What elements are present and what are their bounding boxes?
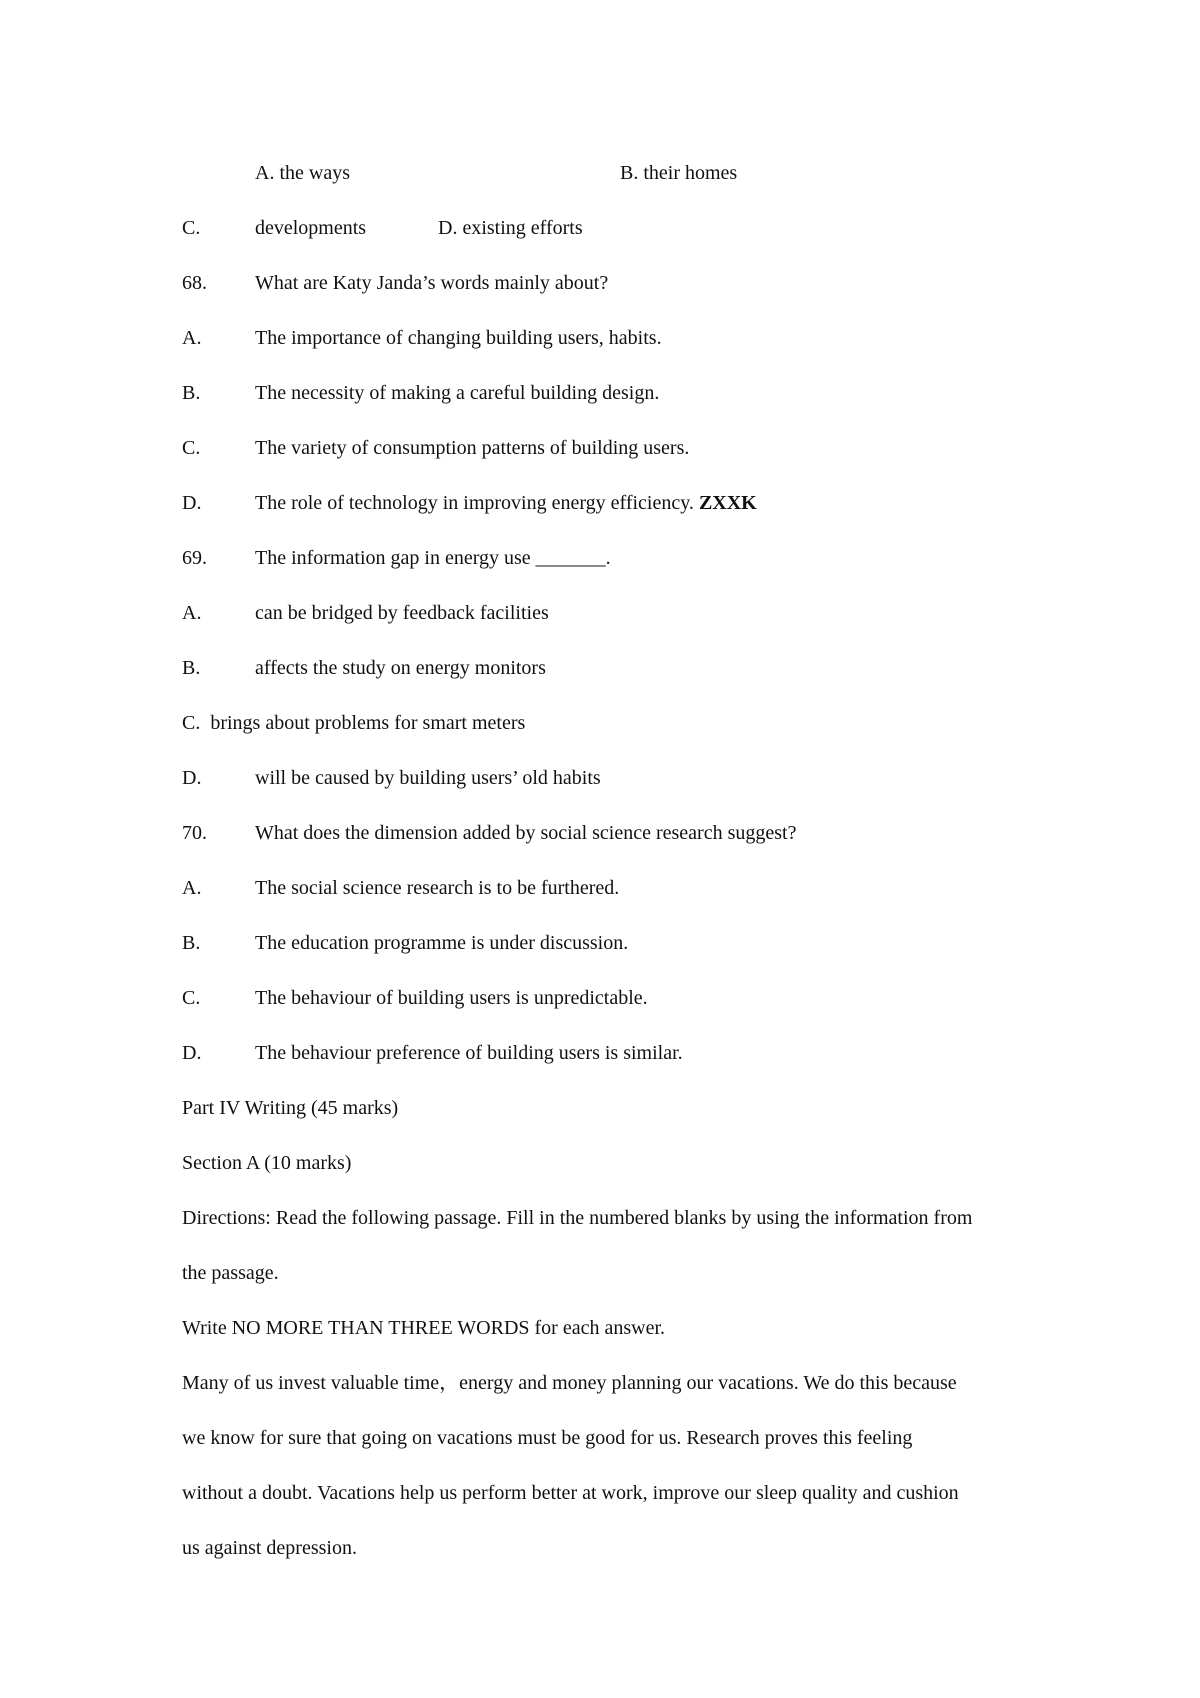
- q67-option-a: A. the ways: [255, 162, 350, 184]
- option-text: brings about problems for smart meters: [210, 712, 526, 734]
- question-69: [182, 546, 611, 570]
- option-text: The role of technology in improving energy efficiency.: [255, 492, 694, 514]
- q68-option-b: [182, 381, 659, 405]
- question-number: 69.: [182, 547, 207, 569]
- q70-option-a: [182, 876, 619, 900]
- q69-option-b: [182, 656, 546, 680]
- passage-line: Many of us invest valuable time，energy and money planning our vacations. We do this because: [182, 1372, 957, 1394]
- q68-option-d: [182, 491, 757, 515]
- question-68: [182, 271, 608, 295]
- q67-option-c-text: developments: [255, 217, 367, 239]
- question-stem: What are Katy Janda’s words mainly about?: [255, 272, 609, 294]
- passage-line: without a doubt. Vacations help us perform better at work, improve our sleep quality and cushion: [182, 1482, 959, 1504]
- option-text: The social science research is to be furthered.: [255, 877, 620, 899]
- directions-line-2: the passage.: [182, 1262, 279, 1284]
- section-heading: Section A (10 marks): [182, 1152, 352, 1174]
- option-label: D.: [182, 492, 202, 514]
- part-heading: Part IV Writing (45 marks): [182, 1097, 399, 1119]
- option-text: can be bridged by feedback facilities: [255, 602, 549, 624]
- q69-option-d: [182, 766, 601, 790]
- option-label: D.: [182, 1042, 202, 1064]
- option-label: B.: [182, 382, 201, 404]
- option-label: D.: [182, 767, 202, 789]
- option-text: The education programme is under discussion.: [255, 932, 629, 954]
- option-text: The variety of consumption patterns of building users.: [255, 437, 690, 459]
- watermark-mark: ZXXK: [698, 492, 757, 514]
- q70-option-c: [182, 986, 648, 1010]
- option-label: A.: [182, 602, 202, 624]
- question-stem: The information gap in energy use _______.: [255, 547, 611, 569]
- q67-option-d: D. existing efforts: [438, 217, 583, 239]
- option-label: C.: [182, 987, 201, 1009]
- q67-option-c-label: C.: [182, 217, 201, 239]
- option-label: B.: [182, 932, 201, 954]
- q67-options-row: [182, 216, 366, 240]
- q70-option-d: [182, 1041, 683, 1065]
- q69-option-c: [182, 711, 525, 735]
- option-label: A.: [182, 877, 202, 899]
- option-label: C.: [182, 712, 201, 734]
- word-limit-instruction: Write NO MORE THAN THREE WORDS for each answer.: [182, 1317, 666, 1339]
- option-label: A.: [182, 327, 202, 349]
- question-number: 68.: [182, 272, 207, 294]
- option-text: The behaviour of building users is unpredictable.: [255, 987, 648, 1009]
- question-stem: What does the dimension added by social science research suggest?: [255, 822, 797, 844]
- option-text: will be caused by building users’ old habits: [255, 767, 601, 789]
- option-text: The importance of changing building users, habits.: [255, 327, 662, 349]
- q68-option-c: [182, 436, 689, 460]
- passage-line: us against depression.: [182, 1537, 357, 1559]
- directions-line-1: Directions: Read the following passage. Fill in the numbered blanks by using the information from: [182, 1207, 973, 1229]
- question-70: [182, 821, 796, 845]
- option-label: B.: [182, 657, 201, 679]
- q68-option-a: [182, 326, 662, 350]
- option-text: affects the study on energy monitors: [255, 657, 546, 679]
- q70-option-b: [182, 931, 628, 955]
- question-number: 70.: [182, 822, 207, 844]
- passage-line: we know for sure that going on vacations must be good for us. Research proves this feeling: [182, 1427, 913, 1449]
- option-label: C.: [182, 437, 201, 459]
- q69-option-a: [182, 601, 549, 625]
- q67-option-b: B. their homes: [620, 162, 738, 184]
- option-text: The behaviour preference of building users is similar.: [255, 1042, 683, 1064]
- option-text: The necessity of making a careful building design.: [255, 382, 660, 404]
